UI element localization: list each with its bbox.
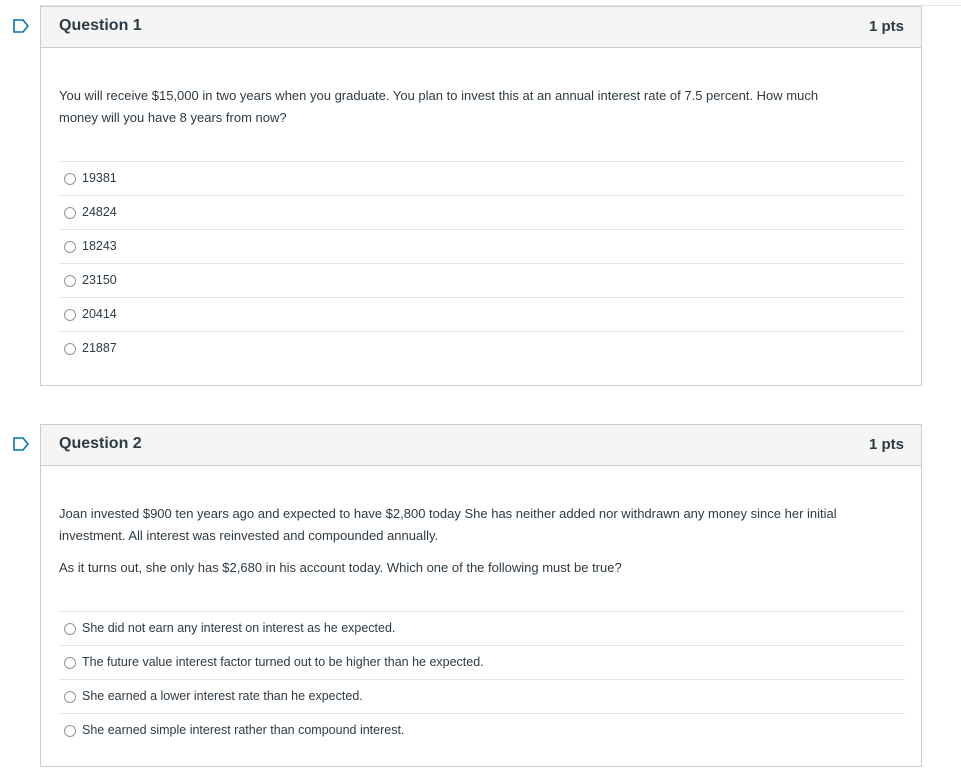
answer-list [59, 611, 905, 747]
radio-button-icon[interactable] [64, 241, 76, 253]
answer-label[interactable]: 19381 [82, 171, 117, 185]
answer-label[interactable]: She did not earn any interest on interest as he expected. [82, 621, 396, 635]
question-text-line: money will you have 8 years from now? [59, 110, 287, 125]
question-card-1 [40, 6, 922, 386]
answer-option[interactable] [59, 161, 905, 195]
answer-label[interactable]: The future value interest factor turned out to be higher than he expected. [82, 655, 484, 669]
answer-list [59, 161, 905, 365]
question-title: Question 1 [59, 17, 142, 34]
question-text-line: As it turns out, she only has $2,680 in his account today. Which one of the following must be true? [59, 560, 622, 575]
answer-label[interactable]: She earned simple interest rather than compound interest. [82, 723, 405, 737]
radio-button-icon[interactable] [64, 343, 76, 355]
flag-question-icon[interactable] [13, 437, 29, 451]
flag-question-icon[interactable] [13, 19, 29, 33]
answer-option[interactable] [59, 195, 905, 229]
question-header [41, 425, 921, 466]
radio-button-icon[interactable] [64, 207, 76, 219]
answer-option[interactable] [59, 331, 905, 365]
radio-button-icon[interactable] [64, 725, 76, 737]
radio-button-icon[interactable] [64, 623, 76, 635]
radio-button-icon[interactable] [64, 275, 76, 287]
question-text [59, 503, 903, 579]
radio-button-icon[interactable] [64, 309, 76, 321]
question-header [41, 7, 921, 48]
answer-label[interactable]: 23150 [82, 273, 117, 287]
answer-option[interactable] [59, 713, 905, 747]
question-title: Question 2 [59, 435, 142, 452]
answer-label[interactable]: She earned a lower interest rate than he expected. [82, 689, 363, 703]
radio-button-icon[interactable] [64, 691, 76, 703]
answer-option[interactable] [59, 263, 905, 297]
answer-option[interactable] [59, 611, 905, 645]
question-text [59, 85, 903, 129]
answer-label[interactable]: 21887 [82, 341, 117, 355]
answer-option[interactable] [59, 297, 905, 331]
radio-button-icon[interactable] [64, 657, 76, 669]
answer-option[interactable] [59, 645, 905, 679]
question-card-2 [40, 424, 922, 767]
answer-label[interactable]: 18243 [82, 239, 117, 253]
answer-label[interactable]: 24824 [82, 205, 117, 219]
question-points: 1 pts [868, 436, 904, 453]
question-text-line: Joan invested $900 ten years ago and expected to have $2,800 today She has neither added nor withdrawn any money since her initial [59, 506, 837, 521]
answer-option[interactable] [59, 229, 905, 263]
radio-button-icon[interactable] [64, 173, 76, 185]
question-text-line: investment. All interest was reinvested and compounded annually. [59, 528, 439, 543]
answer-option[interactable] [59, 679, 905, 713]
answer-label[interactable]: 20414 [82, 307, 117, 321]
question-text-line: You will receive $15,000 in two years when you graduate. You plan to invest this at an annual interest rate of 7.5 percent. How much [59, 88, 819, 103]
question-points: 1 pts [868, 18, 904, 35]
